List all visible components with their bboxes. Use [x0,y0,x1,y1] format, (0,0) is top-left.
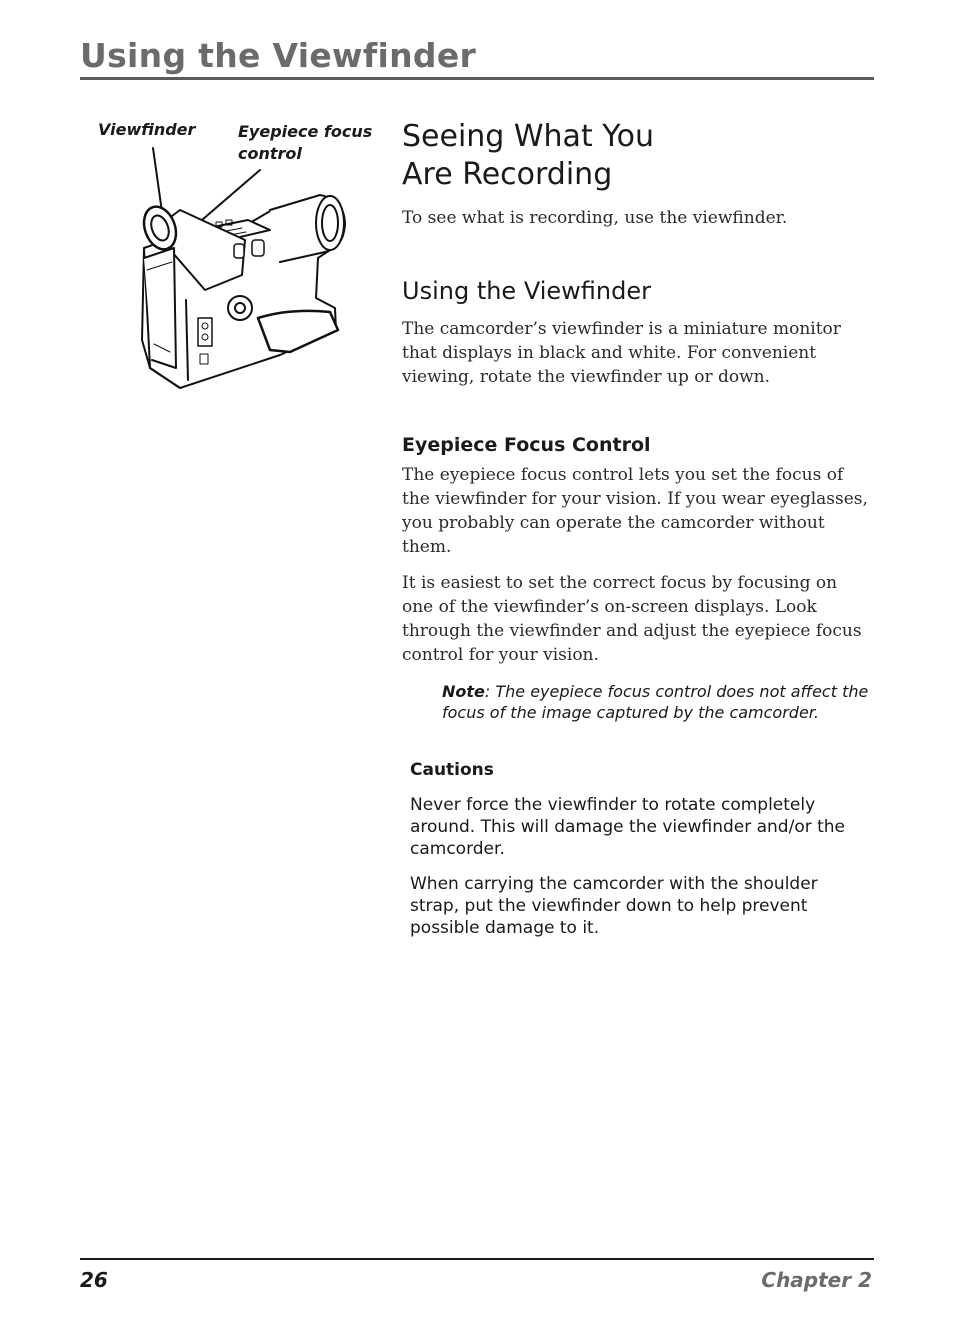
page-header-title: Using the Viewfinder [80,36,477,75]
figure-label-eyepiece-line2: control [238,144,302,163]
cautions-heading: Cautions [410,760,494,780]
main-column [402,118,872,939]
caution-item-2: When carrying the camcorder with the shoulder strap, put the viewfinder down to help prevent possible damage to it. [410,874,818,938]
camcorder-illustration [130,140,360,390]
note-label: Note [442,682,485,701]
viewfinder-paragraph: The camcorder’s viewfinder is a miniature monitor that displays in black and white. For convenient viewing, rotate the viewfinder up or down. [402,319,841,387]
footer-rule [80,1258,874,1260]
intro-paragraph: To see what is recording, use the viewfinder. [402,208,788,228]
section-title-line1: Seeing What You [402,119,654,154]
eyepiece-paragraph-1: The eyepiece focus control lets you set the focus of the viewfinder for your vision. If you wear eyeglasses, you probably can operate the camcorder without them. [402,465,868,557]
section-title-line2: Are Recording [402,157,613,192]
header-rule [80,77,874,80]
eyepiece-paragraph-2: It is easiest to set the correct focus by focusing on one of the viewfinder’s on-screen displays. Look through the viewfinder and adjust the eyepiece focus control for your vision. [402,573,862,665]
viewfinder-heading: Using the Viewfinder [402,277,651,305]
eyepiece-heading: Eyepiece Focus Control [402,434,651,456]
section-title [402,118,702,194]
viewfinder-leader-line [153,148,162,212]
note-text: : The eyepiece focus control does not affect the focus of the image captured by the camcorder. [442,682,869,722]
chapter-label: Chapter 2 [761,1268,872,1292]
figure-label-eyepiece-line1: Eyepiece focus [238,122,373,141]
caution-item-1: Never force the viewfinder to rotate completely around. This will damage the viewfinder and/or the camcorder. [410,795,846,859]
cautions-box [410,758,872,939]
figure-label-viewfinder: Viewfinder [98,120,196,139]
note-paragraph [442,681,872,723]
page-number: 26 [80,1268,108,1292]
